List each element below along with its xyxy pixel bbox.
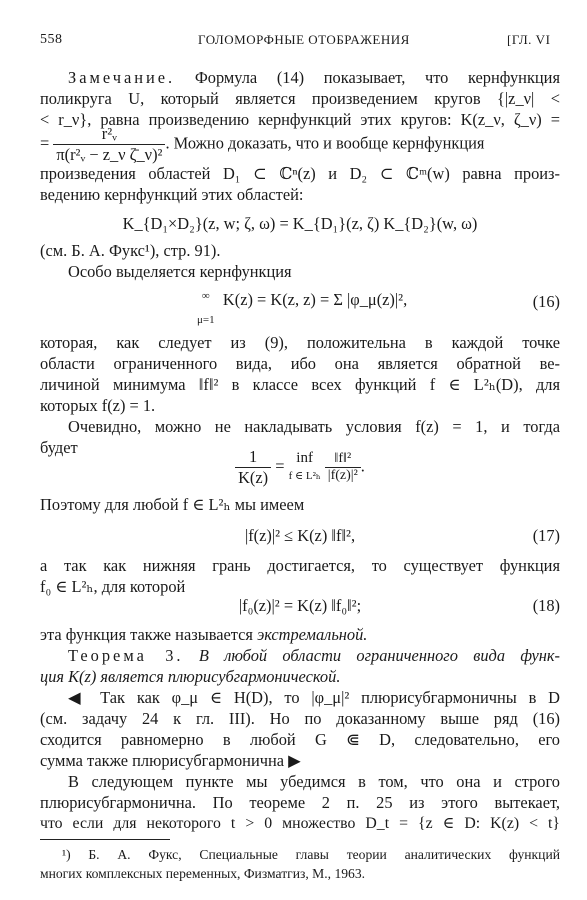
proof-line-2: (см. задачу 24 к гл. III). Но по доказанному выше ряд (16): [40, 709, 560, 728]
equation-18-number: (18): [532, 596, 560, 615]
remark-line-5: произведения областей D₁ ⊂ ℂⁿ(z) и D₂ ⊂ ℂᵐ(w) равна произ-: [40, 164, 560, 183]
chapter-label: [ГЛ. VI: [507, 32, 551, 47]
next-line-2: плюрисубгармонична. По теореме 2 п. 25 из этого вытекает,: [40, 793, 560, 812]
remark-line-3: < r_ν}, равна произведению кернфункций этих кругов: K(z_ν, ζ_ν) =: [40, 110, 560, 129]
lower-line-2: f₀ ∈ L²ₕ, для которой: [40, 577, 186, 596]
theorem-label: Теорема 3.: [68, 646, 184, 665]
theorem-line-2: ция K(z) является плюрисубгармонической.: [40, 667, 341, 686]
inf-equation: $\frac{1}{K(z)}$ = inf f ∈ L²ₕ $\frac{\text{‖f‖²}}{\text{|f(z)|²}}$ .: [40, 447, 560, 491]
positive-line-2: области ограниченного вида, ибо она является обратной ве-: [40, 354, 560, 373]
equation-16: [40, 290, 560, 330]
lower-line-1: а так как нижняя грань достигается, то существует функция: [40, 556, 560, 575]
therefore-line: Поэтому для любой f ∈ L²ₕ мы имеем: [40, 495, 305, 514]
equation-17-number: (17): [532, 526, 560, 545]
remark-text-4: . Можно доказать, что и вообще кернфункция: [165, 133, 485, 153]
extremal-term: экстремальной.: [257, 625, 368, 644]
equation-17: |f(z)|² ≤ K(z) ‖f‖²,: [244, 526, 356, 545]
kernel-fraction: $\frac{\text{r²ᵥ}}{\text{π(r²ᵥ − z\_ν ζ̄\_ν)²}}$: [53, 124, 165, 165]
citation: (см. Б. А. Фукс¹), стр. 91).: [40, 241, 221, 260]
remark-line-2: поликруга U, который является произведением кругов {|z_ν| <: [40, 89, 560, 108]
equation-16-body: K(z) = K(z, z) = Σ |φ_μ(z)|²,: [222, 290, 408, 309]
footnote-rule: [40, 839, 170, 840]
remark-line-1: [68, 68, 560, 88]
obviously-line-1: Очевидно, можно не накладывать условия f(z) = 1, и тогда: [68, 417, 560, 436]
product-equation: K_{D₁×D₂}(z, w; ζ, ω) = K_{D₁}(z, ζ) K_{D₂}(w, ω): [122, 214, 478, 233]
inf-operator: inf f ∈ L²ₕ: [288, 450, 321, 482]
sum-limits: ∞ μ=1: [197, 290, 215, 326]
extremal-line: эта функция также называется экстремальной.: [40, 625, 368, 644]
footnote-line-1: ¹) Б. А. Фукс, Специальные главы теории аналитических функций: [62, 847, 560, 862]
proof-line-1: ◀ Так как φ_μ ∈ H(D), то |φ_μ|² плюрисубгармоничны в D: [68, 688, 560, 707]
obviously-line-2: будет: [40, 438, 78, 457]
theorem-line-1: Теорема 3. В любой области ограниченного вида функ-: [68, 646, 560, 665]
positive-line-1: которая, как следует из (9), положительна в каждой точке: [40, 333, 560, 352]
page-number: 558: [40, 32, 63, 47]
next-line-3: что если для некоторого t > 0 множество D_t = {z ∈ D: K(z) < t}: [40, 815, 560, 832]
proof-line-3: сходится равномерно в любой G ⋐ D, следовательно, его: [40, 730, 560, 749]
equation-16-number: (16): [532, 292, 560, 311]
proof-line-4: сумма также плюрисубгармонична ▶: [40, 751, 301, 770]
equation-18: |f₀(z)|² = K(z) ‖f₀‖²;: [238, 596, 362, 615]
running-title: ГОЛОМОРФНЫЕ ОТОБРАЖЕНИЯ: [198, 32, 410, 47]
remark-line-4: = $\frac{\text{r²ᵥ}}{\text{π(r²ᵥ − z\_ν ζ̄\_ν)²}}$ . Можно доказать, что и вообще кернфункция: [40, 124, 485, 164]
positive-line-3: личиной минимума ‖f‖² в классе всех функций f ∈ L²ₕ(D), для: [40, 375, 560, 394]
footnote-line-2: многих комплексных переменных, Физматгиз, М., 1963.: [40, 866, 366, 881]
remark-line-6: ведению кернфункций этих областей:: [40, 185, 304, 204]
remark-label: Замечание.: [68, 68, 176, 87]
remark-text-1: Формула (14) показывает, что кернфункция: [194, 68, 560, 87]
positive-line-4: которых f(z) = 1.: [40, 396, 156, 415]
next-line-1: В следующем пункте мы убедимся в том, что она и строго: [68, 772, 560, 791]
para-special: Особо выделяется кернфункция: [68, 262, 292, 281]
